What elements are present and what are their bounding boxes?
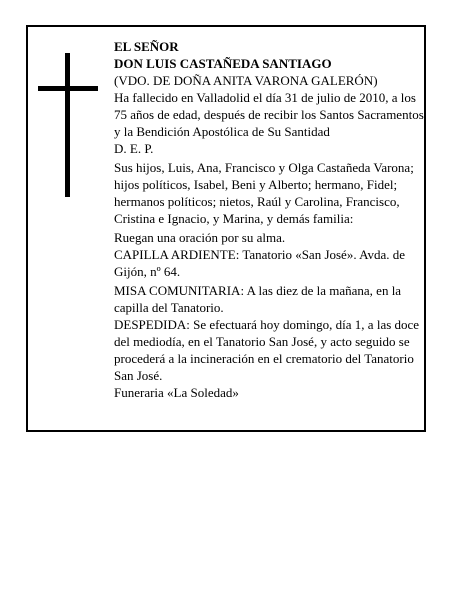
deceased-name: DON LUIS CASTAÑEDA SANTIAGO [114, 56, 332, 71]
prayer-line: Ruegan una oración por su alma. [114, 230, 286, 245]
notice-title: EL SEÑOR [114, 39, 179, 54]
cross-icon [38, 53, 98, 197]
farewell-paragraph: DESPEDIDA: Se efectuará hoy domingo, día 1, a las doce del mediodía, en el Tanatorio San José, y acto seguido se procederá a la incineración en el crematorio del Tanatorio San José. [114, 317, 420, 383]
chapel-paragraph: CAPILLA ARDIENTE: Tanatorio «San José». Avda. de Gijón, nº 64. [114, 247, 406, 279]
family-paragraph: Sus hijos, Luis, Ana, Francisco y Olga Castañeda Varona; hijos políticos, Isabel, Beni y Alberto; hermano, Fidel; hermanos políticos; nietos, Raúl y Carolina, Francisco, Cristina e Ignacio, y Marina, y demás familia: [114, 160, 414, 226]
spouse-line: (VDO. DE DOÑA ANITA VARONA GALERÓN) [114, 73, 378, 88]
obituary-text [114, 38, 426, 401]
cross-vertical-bar [65, 53, 70, 197]
funeral-home-line: Funeraria «La Soledad» [114, 385, 239, 400]
death-paragraph: Ha fallecido en Valladolid el día 31 de julio de 2010, a los 75 años de edad, después de recibir los Santos Sacramentos y la Bendición Apostólica de Su Santidad [114, 90, 424, 139]
rip-line: D. E. P. [114, 141, 154, 156]
mass-paragraph: MISA COMUNITARIA: A las diez de la mañana, en la capilla del Tanatorio. [114, 283, 402, 315]
cross-horizontal-bar [38, 86, 98, 91]
